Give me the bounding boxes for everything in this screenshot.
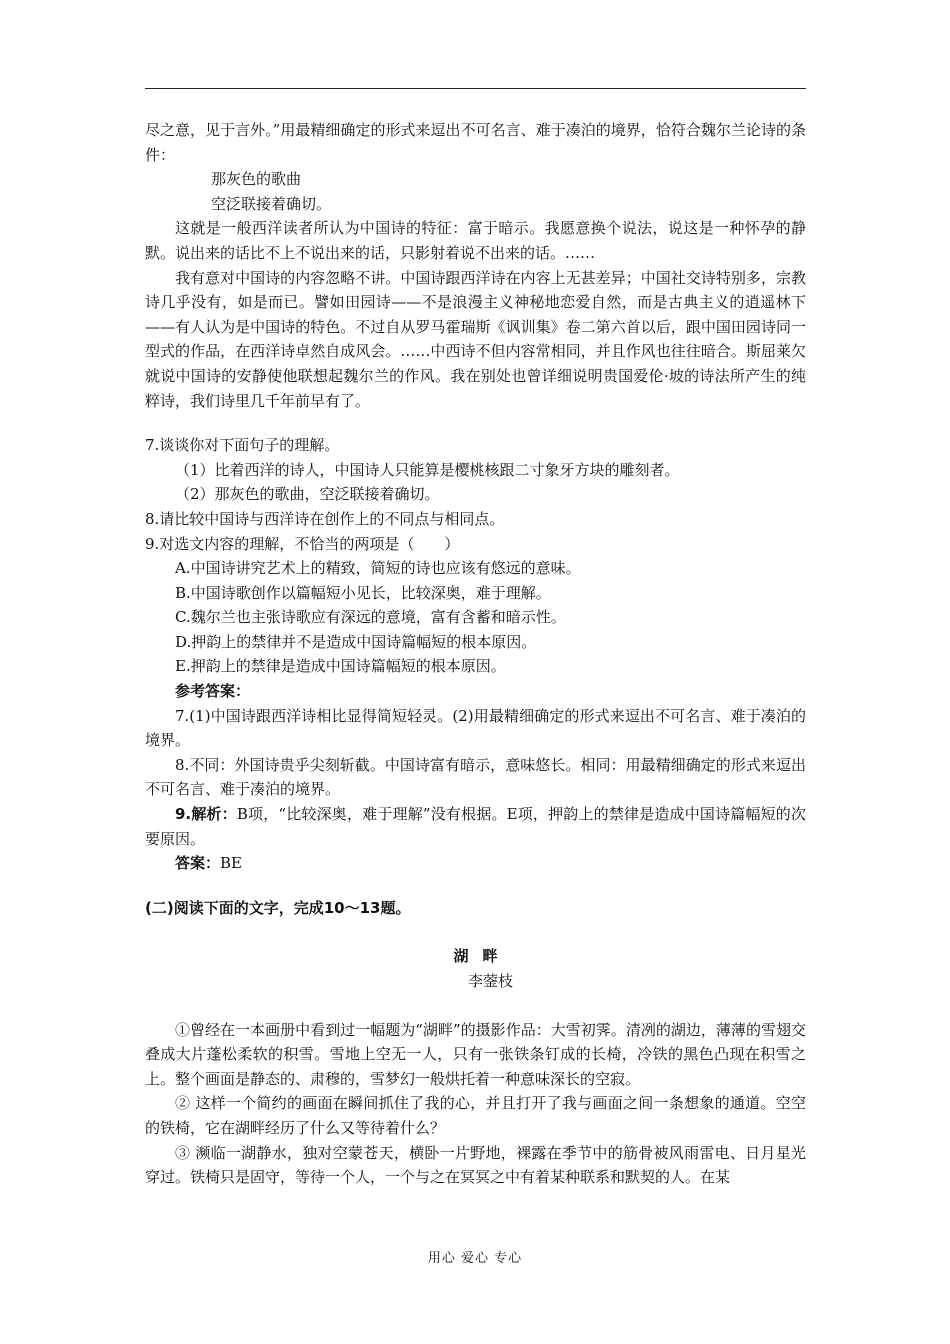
- option-b: B.中国诗歌创作以篇幅短小见长，比较深奥，难于理解。: [175, 583, 551, 602]
- article-paragraph-3: ③ 濒临一湖静水，独对空蒙苍天，横卧一片野地，裸露在季节中的筋骨被风雨雷电、日月星光穿过。铁椅只是固守，等待一个人，一个与之在冥冥之中有着某种联系和默契的人。在某: [145, 1143, 806, 1187]
- answer-8: 8.不同：外国诗贵乎尖刻斩截。中国诗富有暗示，意味悠长。相同：用最精细确定的形式来逗出不可名言、难于凑泊的境界。: [145, 755, 806, 799]
- final-answer-label: 答案：: [175, 854, 221, 873]
- answer-9-label: 9.解析：: [175, 805, 237, 824]
- question-7: 7.谈谈你对下面句子的理解。: [145, 436, 340, 455]
- answer-9-text: B项，“比较深奥，难于理解”没有根据。E项，押韵上的禁律是造成中国诗篇幅短的次要原因。: [145, 805, 806, 848]
- answers-heading: 参考答案：: [175, 682, 251, 701]
- section-heading: (二)阅读下面的文字，完成10～13题。: [145, 898, 411, 917]
- final-answer: [145, 851, 806, 876]
- option-e: E.押韵上的禁律是造成中国诗篇幅短的根本原因。: [175, 657, 506, 676]
- page-footer: 用心 爱心 专心: [427, 1251, 523, 1266]
- paragraph-continuation: 尽之意，见于言外。”用最精细确定的形式来逗出不可名言、难于凑泊的境界，恰符合魏尔兰论诗的条件：: [145, 121, 806, 164]
- verse-line-2: 空泛联接着确切。: [211, 194, 332, 213]
- verse-line-1: 那灰色的歌曲: [211, 170, 302, 189]
- option-a: A.中国诗讲究艺术上的精致，简短的诗也应该有悠远的意味。: [175, 559, 581, 578]
- article-paragraph-1: ①曾经在一本画册中看到过一幅题为“湖畔”的摄影作品：大雪初霁。清冽的湖边，薄薄的雪翅交叠成大片蓬松柔软的积雪。雪地上空无一人，只有一张铁条钉成的长椅，冷铁的黑色凸现在积雪之上。整个画面是静态的、肃穆的，雪梦幻一般烘托着一种意味深长的空寂。: [145, 1020, 806, 1088]
- final-answer-value: BE: [220, 854, 242, 873]
- question-7-item-2: （2）那灰色的歌曲，空泛联接着确切。: [175, 485, 440, 504]
- question-9: 9.对选文内容的理解，不恰当的两项是（ ）: [145, 534, 460, 553]
- question-7-item-1: （1）比着西洋的诗人，中国诗人只能算是樱桃核跟二寸象牙方块的雕刻者。: [175, 460, 680, 479]
- answer-9: [145, 802, 806, 851]
- article-paragraph-2: ② 这样一个简约的画面在瞬间抓住了我的心，并且打开了我与画面之间一条想象的通道。空空的铁椅，它在湖畔经历了什么又等待着什么？: [145, 1094, 806, 1137]
- question-8: 8.请比较中国诗与西洋诗在创作上的不同点与相同点。: [145, 509, 505, 528]
- answer-7: 7.(1)中国诗跟西洋诗相比显得简短轻灵。(2)用最精细确定的形式来逗出不可名言、难于凑泊的境界。: [145, 706, 806, 750]
- paragraph-content: 我有意对中国诗的内容忽略不讲。中国诗跟西洋诗在内容上无甚差异；中国社交诗特别多，宗教诗几乎没有，如是而已。譬如田园诗——不是浪漫主义神秘地恋爱自然，而是古典主义的逍遥林下——有人认为是中国诗的特色。不过自从罗马霍瑞斯《讽训集》卷二第六首以后，跟中国田园诗同一型式的作品，在西洋诗卓然自成风会。……中西诗不但内容常相同，并且作风也往往暗合。斯屈莱欠就说中国诗的安静使他联想起魏尔兰的作风。我在别处也曾详细说明贵国爱伦·坡的诗法所产生的纯粹诗，我们诗里几千年前早有了。: [145, 268, 806, 410]
- paragraph-suggestion: 这就是一般西洋读者所认为中国诗的特征：富于暗示。我愿意换个说法，说这是一种怀孕的静默。说出来的话比不上不说出来的话，只影射着说不出来的话。……: [145, 219, 806, 262]
- document-body: [145, 118, 806, 1190]
- option-c: C.魏尔兰也主张诗歌应有深远的意境，富有含蓄和暗示性。: [175, 608, 566, 627]
- article-author: 李蓥枝: [467, 972, 513, 990]
- header-rule: [145, 88, 806, 89]
- option-d: D.押韵上的禁律并不是造成中国诗篇幅短的根本原因。: [175, 632, 537, 651]
- article-title: 湖畔: [453, 947, 512, 966]
